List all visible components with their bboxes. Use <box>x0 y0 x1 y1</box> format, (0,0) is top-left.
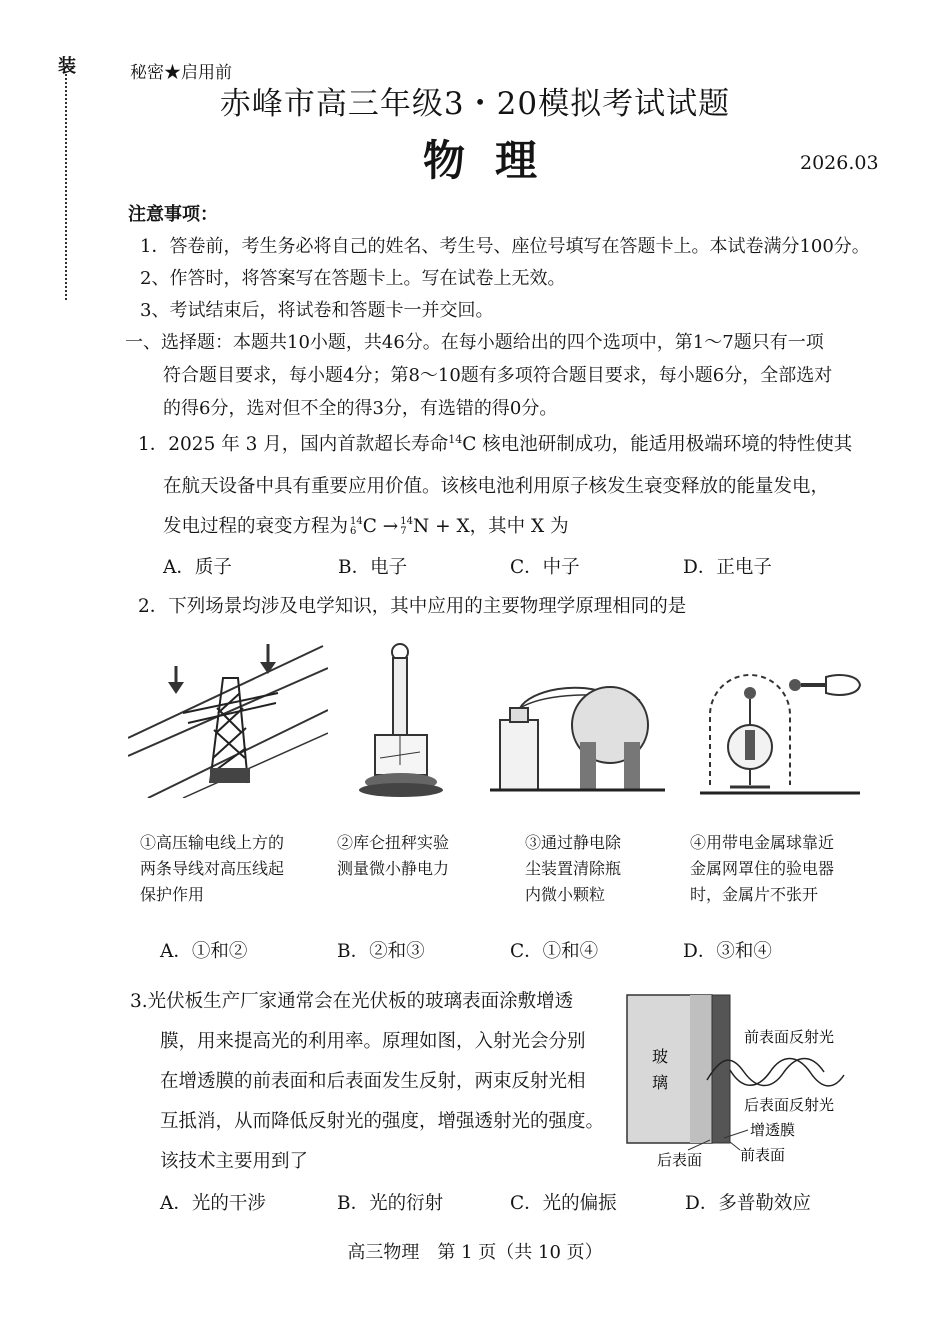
caption-4 <box>690 830 870 908</box>
nitrogen-atomic-number: 7 <box>400 526 407 537</box>
notice-item-3: 3、考试结束后，将试卷和答题卡一并交回。 <box>140 300 494 321</box>
dust-removal-figure <box>490 660 670 800</box>
decay-equation <box>348 516 470 537</box>
caption-1-line-1: ①高压输电线上方的 <box>140 833 285 852</box>
q1-line-2: 在航天设备中具有重要应用价值。该核电池利用原子核发生衰变释放的能量发电， <box>163 476 830 497</box>
q1-line1-superscript: 14 <box>448 432 463 446</box>
q1-option-b[interactable]: B．电子 <box>338 557 408 578</box>
q1-line1-part-b: C 核电池研制成功，能适用极端环境的特性使其 <box>462 434 853 455</box>
caption-3-line-1: ③通过静电除 <box>525 833 622 852</box>
q2-option-d[interactable]: D．③和④ <box>683 941 772 962</box>
q2-option-c[interactable]: C．①和④ <box>510 941 599 962</box>
caption-1-line-2: 两条导线对高压线起 <box>140 859 285 878</box>
q3-line-1: 3.光伏板生产厂家通常会在光伏板的玻璃表面涂敷增透 <box>130 991 574 1012</box>
caption-2-line-1: ②库仑扭秤实验 <box>337 833 450 852</box>
q3-option-c[interactable]: C．光的偏振 <box>510 1193 617 1214</box>
section1-line-3: 的得6分，选对但不全的得3分，有选错的得0分。 <box>163 398 558 419</box>
caption-3-line-3: 内微小颗粒 <box>525 885 606 904</box>
binding-mark: 装 <box>58 56 76 77</box>
caption-1-line-3: 保护作用 <box>140 885 205 904</box>
caption-2-line-2: 测量微小静电力 <box>337 859 450 878</box>
section1-line-2: 符合题目要求，每小题4分；第8～10题有多项符合题目要求，每小题6分，全部选对 <box>163 365 833 386</box>
carbon-symbol: C → <box>362 516 399 537</box>
section1-line-1: 一、选择题：本题共10小题，共46分。在每小题给出的四个选项中，第1～7题只有一项 <box>125 332 824 353</box>
carbon-mass-number: 14 <box>350 516 363 527</box>
torsion-balance-figure <box>355 640 465 800</box>
carbon-atomic-number: 6 <box>350 526 357 537</box>
q2-stem: 2．下列场景均涉及电学知识，其中应用的主要物理学原理相同的是 <box>138 596 687 617</box>
film-label: 增透膜 <box>750 1121 796 1139</box>
caption-3-line-2: 尘装置清除瓶 <box>525 859 622 878</box>
q2-option-b[interactable]: B．②和③ <box>337 941 425 962</box>
notice-item-1: 1．答卷前，考生务必将自己的姓名、考生号、座位号填写在答题卡上。本试卷满分100分。 <box>140 236 870 257</box>
q3-line-3: 在增透膜的前表面和后表面发生反射，两束反射光相 <box>160 1071 586 1092</box>
q1-line1-part-a: 1．2025 年 3 月，国内首款超长寿命 <box>138 434 449 455</box>
q3-option-a[interactable]: A．光的干涉 <box>160 1193 266 1214</box>
glass-label-2: 璃 <box>652 1073 669 1092</box>
exam-date: 2026.03 <box>800 152 879 174</box>
q1-option-a[interactable]: A．质子 <box>163 557 232 578</box>
power-line-figure <box>128 638 328 798</box>
front-surface-label: 前表面 <box>740 1146 786 1164</box>
back-reflect-label: 后表面反射光 <box>744 1096 835 1114</box>
back-surface-label: 后表面 <box>657 1151 703 1169</box>
q3-line-4: 互抵消，从而降低反射光的强度，增强透射光的强度。 <box>160 1111 605 1132</box>
page-footer: 高三物理 第 1 页（共 10 页） <box>347 1242 603 1263</box>
q1-line3-part-a: 发电过程的衰变方程为 <box>163 516 349 537</box>
q1-option-d[interactable]: D．正电子 <box>683 557 772 578</box>
glass-label-1: 玻 <box>652 1047 669 1066</box>
nitrogen-plus-x: N + X <box>413 516 470 537</box>
caption-3 <box>525 830 655 908</box>
caption-4-line-1: ④用带电金属球靠近 <box>690 833 835 852</box>
q1-option-c[interactable]: C．中子 <box>510 557 580 578</box>
q1-line3-part-b: ，其中 X 为 <box>469 516 569 537</box>
front-reflect-label: 前表面反射光 <box>744 1028 835 1046</box>
secret-label: 秘密★启用前 <box>130 63 232 83</box>
notice-heading: 注意事项： <box>128 204 218 225</box>
q3-line-5: 该技术主要用到了 <box>160 1151 309 1172</box>
caption-2 <box>337 830 487 882</box>
q3-option-d[interactable]: D．多普勒效应 <box>685 1193 811 1214</box>
q3-option-b[interactable]: B．光的衍射 <box>337 1193 444 1214</box>
nitrogen-mass-number: 14 <box>400 516 414 527</box>
q1-line-3 <box>163 512 569 538</box>
caption-4-line-2: 金属网罩住的验电器 <box>690 859 835 878</box>
notice-item-2: 2、作答时，将答案写在答题卡上。写在试卷上无效。 <box>140 268 566 289</box>
subject-title: 物理 <box>422 136 567 185</box>
electroscope-figure <box>700 655 870 800</box>
q3-line-2: 膜，用来提高光的利用率。原理如图，入射光会分别 <box>160 1031 586 1052</box>
anti-reflection-figure <box>622 990 882 1180</box>
caption-1 <box>140 830 325 908</box>
q2-option-a[interactable]: A．①和② <box>160 941 248 962</box>
exam-title: 赤峰市高三年级3・20模拟考试试题 <box>219 86 731 122</box>
q1-line-1 <box>138 430 852 456</box>
caption-4-line-3: 时，金属片不张开 <box>690 885 819 904</box>
